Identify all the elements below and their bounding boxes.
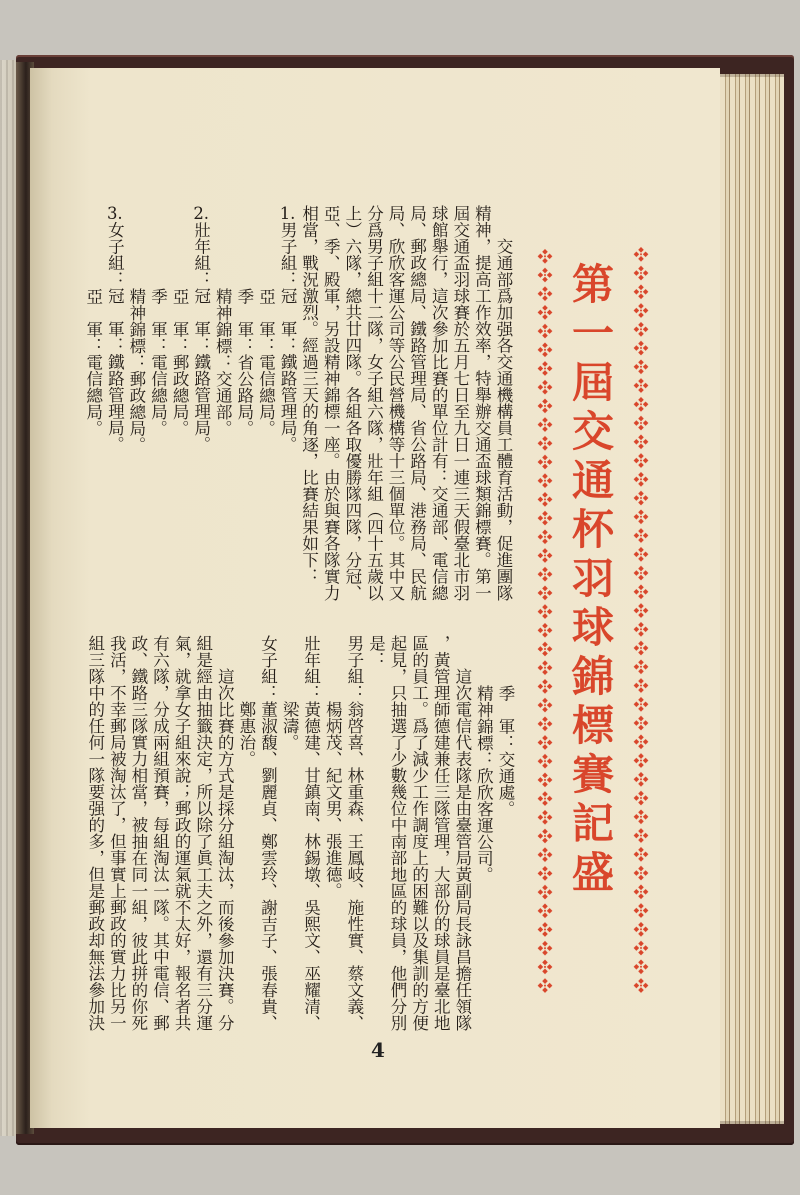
- result-place: 精神錦標：: [474, 684, 494, 767]
- result-place: 亞 軍：: [170, 287, 190, 354]
- format-paragraph-line: 政、鐵路三隊實力相當，被抽在同一組，彼此拼的你死: [128, 635, 148, 1031]
- result-place: 季 軍：: [148, 287, 168, 354]
- ornament-border-right: [633, 245, 649, 995]
- result-winner: 郵政總局。: [170, 353, 190, 436]
- article-title: 第一屆交通杯羽球錦標賽記盛: [566, 262, 615, 899]
- roster-group-label: 女子組：: [258, 635, 278, 701]
- roster-names: 董淑馥、劉麗貞、鄭雲玲、謝吉子、張春貴、: [258, 701, 278, 1031]
- ornament-border-left: [537, 247, 553, 995]
- format-paragraph-line: 我活，不幸郵局被淘汰了，但事實上郵政的實力比另一: [107, 635, 127, 1031]
- result-group-number: 2.: [193, 205, 210, 222]
- intro-line: 上）六隊，總共廿四隊。各組各取優勝隊四隊，分冠、: [342, 205, 362, 601]
- result-line-womens-champion: [104, 205, 126, 605]
- intro-line: 相當，戰況激烈。經過三天的角逐，比賽結果如下：: [299, 205, 319, 585]
- roster-group-label: 男子組：: [344, 635, 364, 701]
- result-winner: 郵政總局。: [126, 370, 146, 453]
- intro-line: 亞、季、殿軍，另設精神錦標一座。由於與賽各隊實力: [321, 205, 341, 601]
- result-line-mens-champion: [276, 205, 298, 605]
- format-paragraph-line: 這次比賽的方式是採分組淘汰，而後參加決賽。分: [215, 668, 235, 1031]
- result-place: 精神錦標：: [213, 287, 233, 370]
- result-line: [169, 205, 191, 605]
- result-winner: 欣欣客運公司。: [474, 767, 494, 883]
- result-winner: 電信總局。: [256, 353, 276, 436]
- result-line: [147, 205, 169, 605]
- result-winner: 省公路局。: [234, 353, 254, 436]
- result-winner: 鐵路管理局。: [105, 353, 125, 453]
- result-place: 精神錦標：: [126, 287, 146, 370]
- result-group-label: 壯年組：: [191, 221, 211, 288]
- intro-line: 精神，提高工作效率，特舉辦交通盃球類錦標賽。第一: [472, 205, 492, 601]
- team-paragraph-line: 起見，只抽選了少數幾位中南部地區的球員，他們分別: [388, 635, 408, 1031]
- roster-names: 鄭惠治。: [236, 701, 256, 767]
- intro-line: 球館舉行，這次參加比賽的單位計有：交通部、電信總: [429, 205, 449, 601]
- team-paragraph-line: ，黃管理師德建兼任三隊管理，大部份的球員是臺北地: [431, 635, 451, 1031]
- result-line-senior-champion: [190, 205, 212, 605]
- result-winner: 交通部。: [213, 370, 233, 436]
- upper-text-block: [82, 205, 514, 605]
- result-winner: 電信總局。: [148, 353, 168, 436]
- team-paragraph-line: 區的員工。爲了減少工作調度上的困難以及集訓的方便: [409, 635, 429, 1031]
- team-paragraph-line: 是：: [366, 635, 386, 668]
- result-place: 季 軍：: [234, 287, 254, 354]
- format-paragraph-line: 組三隊中的任何一隊要强的多，但是郵政却無法參加決: [85, 635, 105, 1031]
- result-place: 亞 軍：: [256, 287, 276, 354]
- result-group-label: 女子組：: [105, 221, 125, 288]
- result-place: 冠 軍：: [278, 287, 298, 354]
- roster-names: 楊炳茂、紀文男、張進德。: [323, 701, 343, 899]
- roster-names: 梁濤。: [280, 701, 300, 751]
- roster-line-mens: [343, 635, 365, 1035]
- roster-line-womens: [257, 635, 279, 1035]
- result-winner: 交通處。: [496, 750, 515, 817]
- lower-text-block: [84, 635, 516, 1035]
- result-line: [255, 205, 277, 605]
- format-paragraph-line: 組是經由抽籤決定，所以除了眞工夫之外，還有三分運: [193, 635, 213, 1031]
- result-place: 冠 軍：: [105, 287, 125, 354]
- roster-group-label: 壯年組：: [301, 635, 321, 701]
- page-edges-stack: [720, 74, 784, 1124]
- result-line: [125, 205, 147, 605]
- result-place: 季 軍：: [496, 684, 515, 751]
- result-group-number: 3.: [106, 205, 123, 222]
- result-line: [473, 635, 495, 1035]
- intro-line: 交通部爲加强各交通機構員工體育活動，促進團隊: [494, 238, 513, 601]
- intro-line: 屆交通盃羽球賽於五月七日至九日一連三天假臺北市羽: [450, 205, 470, 601]
- result-place: 亞 軍：: [83, 287, 103, 354]
- intro-line: 局、欣欣客運公司等公民營機構等十三個單位。其中又: [386, 205, 406, 601]
- result-winner: 電信總局。: [83, 353, 103, 436]
- result-line: [212, 205, 234, 605]
- result-place: 冠 軍：: [191, 287, 211, 354]
- roster-names: 翁啓喜、林重森、王鳳岐、施性實、蔡文義、: [344, 701, 364, 1031]
- result-group-label: 男子組：: [278, 221, 298, 288]
- result-winner: 鐵路管理局。: [278, 353, 298, 453]
- result-winner: 鐵路管理局。: [191, 353, 211, 453]
- roster-line-senior: [300, 635, 322, 1035]
- page-number: 4: [371, 1038, 385, 1062]
- result-group-number: 1.: [279, 205, 296, 222]
- intro-line: 局、郵政總局、鐵路管理局、省公路局、港務局、民航: [407, 205, 427, 601]
- format-paragraph-line: 氣，就拿女子組來說；郵政的運氣就不太好，報名者共: [172, 635, 192, 1031]
- format-paragraph-line: 有六隊，分成兩組預賽，每組淘汰一隊。其中電信、郵: [150, 635, 170, 1031]
- roster-names: 黃德建、甘鎮南、林錫墩、吳熙文、巫耀清、: [301, 701, 321, 1031]
- team-paragraph-line: 這次電信代表隊是由臺管局黃副局長詠昌擔任領隊: [452, 668, 472, 1031]
- result-line: [82, 205, 104, 605]
- result-line: [494, 635, 516, 1035]
- intro-line: 分爲男子組十二隊，女子組六隊，壯年組（四十五歲以: [364, 205, 384, 601]
- result-line: [233, 205, 255, 605]
